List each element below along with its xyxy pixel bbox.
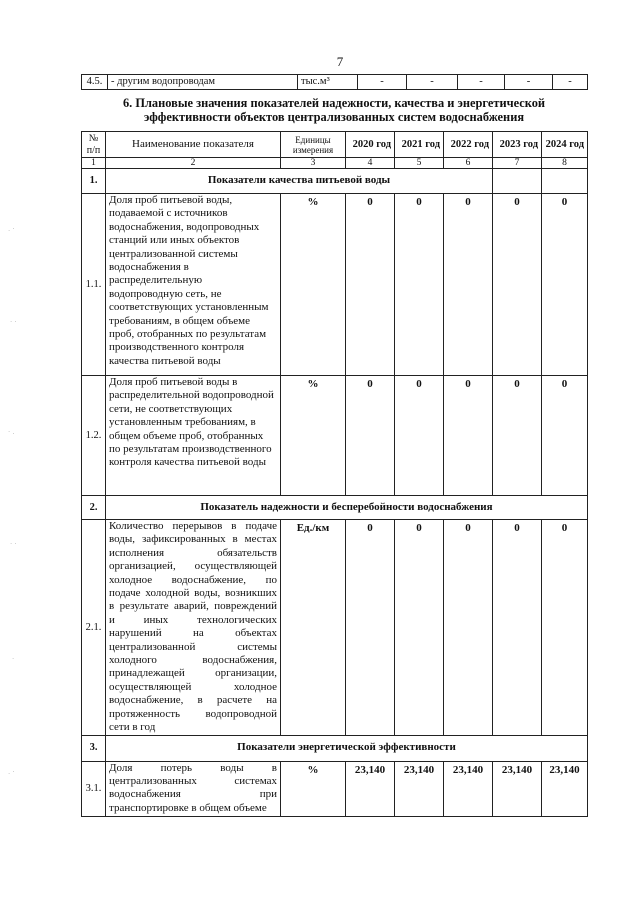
empty-cell — [542, 169, 588, 194]
scan-artifact: · . — [8, 428, 15, 436]
value-cell: - — [458, 75, 505, 90]
table-row — [82, 75, 588, 90]
header-year: 2022 год — [444, 132, 493, 158]
value-cell: 0 — [542, 376, 588, 496]
header-year: 2024 год — [542, 132, 588, 158]
table-row — [82, 520, 588, 736]
column-index-row — [82, 158, 588, 169]
scan-artifact: · · — [10, 540, 17, 548]
value-cell: - — [407, 75, 458, 90]
unit-cell: % — [281, 761, 346, 816]
column-index: 3 — [281, 158, 346, 169]
scan-artifact: . · — [8, 225, 15, 233]
row-number: 1.2. — [82, 376, 106, 496]
unit-cell: % — [281, 376, 346, 496]
header-year: 2021 год — [395, 132, 444, 158]
header-row — [82, 132, 588, 158]
row-number: 2.1. — [82, 520, 106, 736]
column-index: 1 — [82, 158, 106, 169]
value-cell: 0 — [493, 520, 542, 736]
section-row — [82, 735, 588, 761]
value-cell: 0 — [542, 194, 588, 376]
value-cell: 0 — [346, 194, 395, 376]
unit-cell: % — [281, 194, 346, 376]
value-cell: 0 — [395, 376, 444, 496]
header-name: Наименование показателя — [106, 132, 281, 158]
table-row — [82, 761, 588, 816]
header-unit: Единицы измерения — [281, 132, 346, 158]
scan-artifact: . · — [8, 768, 15, 776]
header-year: 2023 год — [493, 132, 542, 158]
value-cell: 23,140 — [395, 761, 444, 816]
previous-table-fragment — [81, 74, 588, 90]
value-cell: 0 — [444, 194, 493, 376]
value-cell: 23,140 — [493, 761, 542, 816]
value-cell: - — [505, 75, 553, 90]
value-cell: 23,140 — [346, 761, 395, 816]
header-year: 2020 год — [346, 132, 395, 158]
value-cell: 23,140 — [444, 761, 493, 816]
scan-artifact: · · — [10, 318, 17, 326]
indicator-name: Количество перерывов в подаче воды, зафиксированных в местах исполнения обязательств организацией, осуществляющей холодное водоснабжение, по подаче холодной воды, возникших в результате аварий, повреждений и иных технологических нарушений на объектах централизованной системы холодного водоснабжения, принадлежащей организации, осуществляющей холодное водоснабжение, в расчете на протяженность водопроводной сети в год — [106, 520, 281, 736]
value-cell: - — [358, 75, 407, 90]
unit-cell: тыс.м³ — [298, 75, 358, 90]
column-index: 4 — [346, 158, 395, 169]
indicator-name: - другим водопроводам — [108, 75, 298, 90]
indicator-name: Доля проб питьевой воды, подаваемой с источников водоснабжения, водопроводных станций или иных объектов централизованной системы водоснабжения в распределительную водопроводную сеть, не соответствующих установленным требованиям, в общем объеме проб, отобранных по результатам производственного контроля качества питьевой воды — [106, 194, 281, 376]
section-number: 2. — [82, 496, 106, 520]
value-cell: 23,140 — [542, 761, 588, 816]
value-cell: 0 — [493, 376, 542, 496]
section-row — [82, 496, 588, 520]
scan-artifact: · — [12, 655, 15, 663]
row-number: 3.1. — [82, 761, 106, 816]
unit-cell: Ед./км — [281, 520, 346, 736]
table-row — [82, 376, 588, 496]
section-heading: 6. Плановые значения показателей надежности, качества и энергетической эффективности объектов централизованных систем водоснабжения — [122, 96, 546, 124]
column-index: 7 — [493, 158, 542, 169]
value-cell: 0 — [346, 520, 395, 736]
section-number: 3. — [82, 735, 106, 761]
indicators-table — [81, 131, 588, 817]
column-index: 6 — [444, 158, 493, 169]
column-index: 5 — [395, 158, 444, 169]
section-title: Показатели качества питьевой воды — [106, 169, 493, 194]
value-cell: 0 — [444, 520, 493, 736]
value-cell: 0 — [542, 520, 588, 736]
value-cell: 0 — [395, 520, 444, 736]
value-cell: 0 — [493, 194, 542, 376]
indicator-name: Доля проб питьевой воды в распределительной водопроводной сети, не соответствующих установленным требованиям, в общем объеме проб, отобранных по результатам производственного контроля качества питьевой воды — [106, 376, 281, 496]
column-index: 8 — [542, 158, 588, 169]
column-index: 2 — [106, 158, 281, 169]
table-row — [82, 194, 588, 376]
value-cell: 0 — [346, 376, 395, 496]
section-row — [82, 169, 588, 194]
row-number: 4.5. — [82, 75, 108, 90]
value-cell: 0 — [395, 194, 444, 376]
header-number: № п/п — [82, 132, 106, 158]
empty-cell — [493, 169, 542, 194]
row-number: 1.1. — [82, 194, 106, 376]
value-cell: - — [553, 75, 588, 90]
section-number: 1. — [82, 169, 106, 194]
indicator-name: Доля потерь воды в централизованных системах водоснабжения при транспортировке в общем объеме — [106, 761, 281, 816]
section-title: Показатель надежности и бесперебойности водоснабжения — [106, 496, 588, 520]
value-cell: 0 — [444, 376, 493, 496]
section-title: Показатели энергетической эффективности — [106, 735, 588, 761]
page-number: 7 — [336, 54, 344, 69]
